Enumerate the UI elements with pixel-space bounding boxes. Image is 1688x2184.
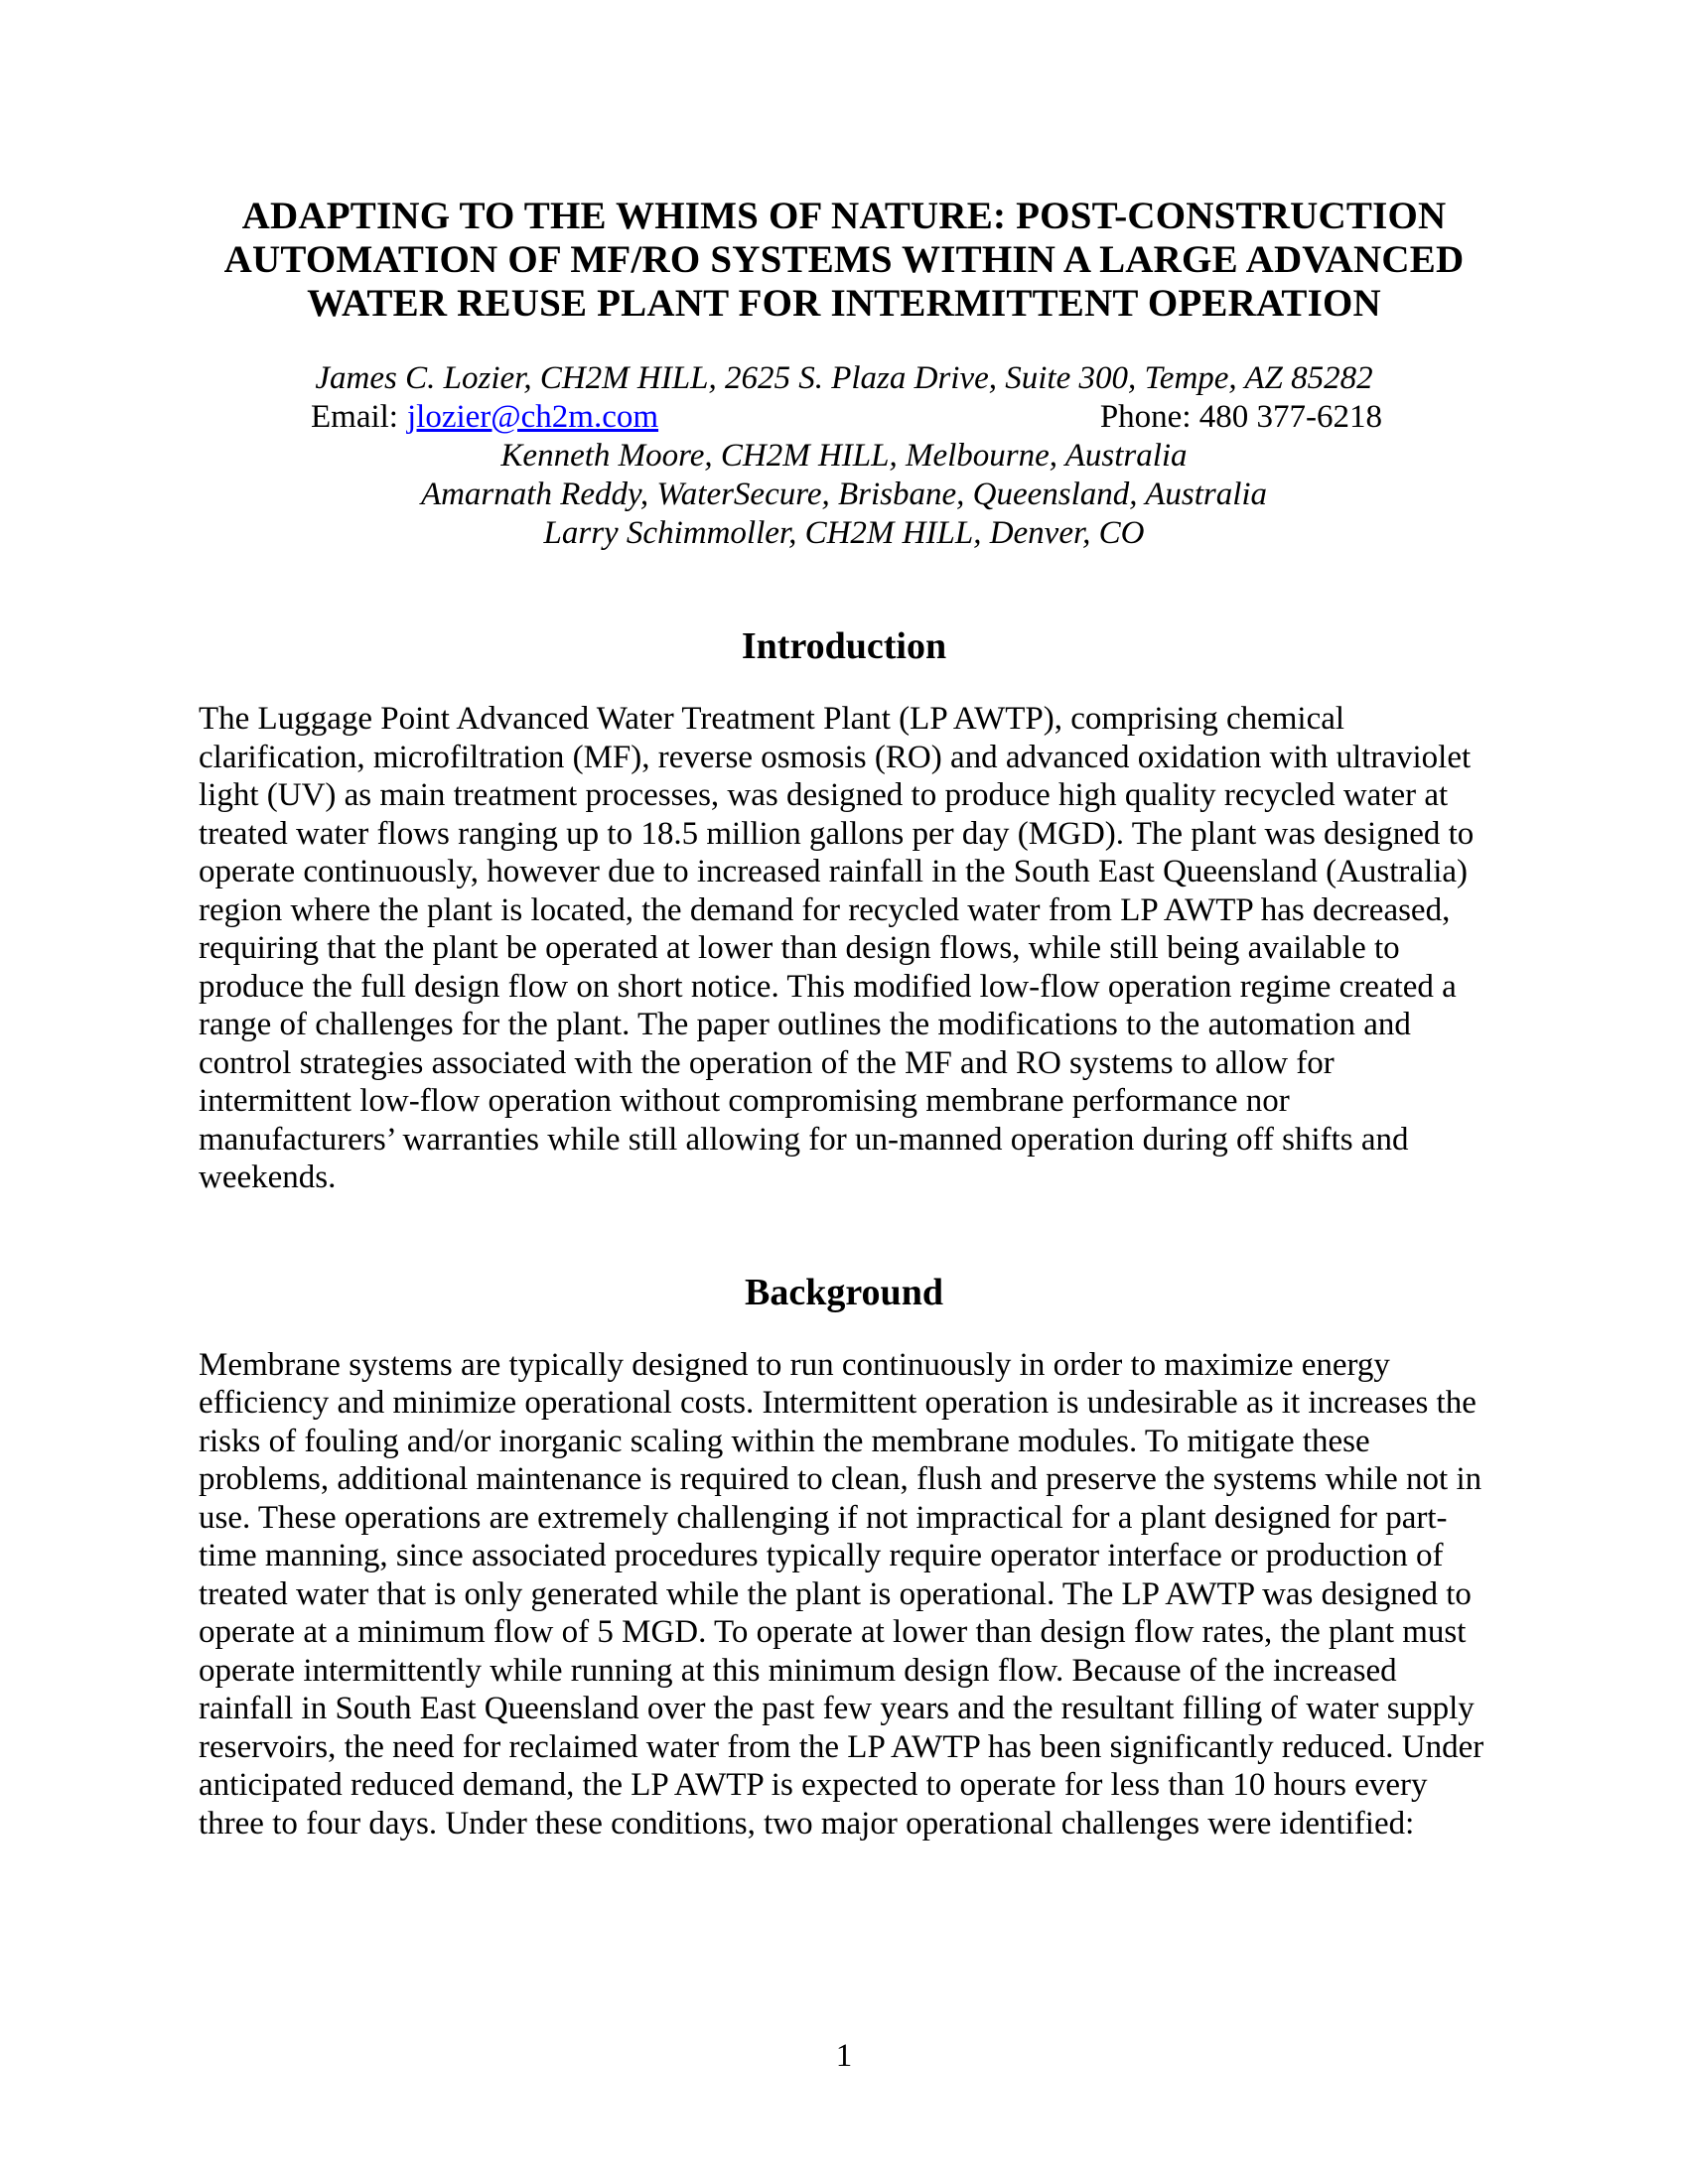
author-line-4: Larry Schimmoller, CH2M HILL, Denver, CO bbox=[543, 515, 1145, 551]
paper-title bbox=[199, 195, 1489, 326]
author-block bbox=[199, 359, 1489, 553]
email-label: Email: bbox=[311, 399, 398, 435]
background-paragraph: Membrane systems are typically designed to run continuously in order to maximize energy efficiency and minimize operational costs. Intermittent operation is undesirable as it increases the risks of fouling and/or inorganic scaling within the membrane modules. To mitigate these problems, additional maintenance is required to clean, flush and preserve the systems while not in use. These operations are extremely challenging if not impractical for a plant designed for part-time manning, since associated procedures typically require operator interface or production of treated water that is only generated while the plant is operational. The LP AWTP was designed to operate at a minimum flow of 5 MGD. To operate at lower than design flow rates, the plant must operate intermittently while running at this minimum design flow. Because of the increased rainfall in South East Queensland over the past few years and the resultant filling of water supply reservoirs, the need for reclaimed water from the LP AWTP has been significantly reduced. Under anticipated reduced demand, the LP AWTP is expected to operate for less than 10 hours every three to four days. Under these conditions, two major operational challenges were identified: bbox=[199, 1346, 1484, 1842]
page-content bbox=[199, 0, 1489, 1843]
email-link[interactable]: jlozier@ch2m.com bbox=[406, 399, 659, 435]
paper-title-line-3: WATER REUSE PLANT FOR INTERMITTENT OPERATION bbox=[307, 282, 1381, 325]
contact-row bbox=[311, 398, 1382, 437]
phone-text: Phone: 480 377-6218 bbox=[1099, 399, 1382, 435]
paper-title-line-1: ADAPTING TO THE WHIMS OF NATURE: POST-CONSTRUCTION bbox=[241, 195, 1447, 237]
section-heading-introduction: Introduction bbox=[741, 625, 947, 667]
introduction-paragraph: The Luggage Point Advanced Water Treatment Plant (LP AWTP), comprising chemical clarification, microfiltration (MF), reverse osmosis (RO) and advanced oxidation with ultraviolet light (UV) as main treatment processes, was designed to produce high quality recycled water at treated water flows ranging up to 18.5 million gallons per day (MGD). The plant was designed to operate continuously, however due to increased rainfall in the South East Queensland (Australia) region where the plant is located, the demand for recycled water from LP AWTP has decreased, requiring that the plant be operated at lower than design flows, while still being available to produce the full design flow on short notice. This modified low-flow operation regime created a range of challenges for the plant. The paper outlines the modifications to the automation and control strategies associated with the operation of the MF and RO systems to allow for intermittent low-flow operation without compromising membrane performance nor manufacturers’ warranties while still allowing for un-manned operation during off shifts and weekends. bbox=[199, 701, 1475, 1195]
author-line-1: James C. Lozier, CH2M HILL, 2625 S. Plaza Drive, Suite 300, Tempe, AZ 85282 bbox=[315, 360, 1373, 396]
section-heading-background: Background bbox=[745, 1271, 943, 1313]
author-line-2: Kenneth Moore, CH2M HILL, Melbourne, Australia bbox=[500, 438, 1188, 474]
page-number: 1 bbox=[835, 2038, 853, 2074]
author-line-3: Amarnath Reddy, WaterSecure, Brisbane, Queensland, Australia bbox=[420, 477, 1268, 512]
paper-title-line-2: AUTOMATION OF MF/RO SYSTEMS WITHIN A LARGE ADVANCED bbox=[223, 238, 1465, 281]
email-field bbox=[311, 398, 658, 437]
